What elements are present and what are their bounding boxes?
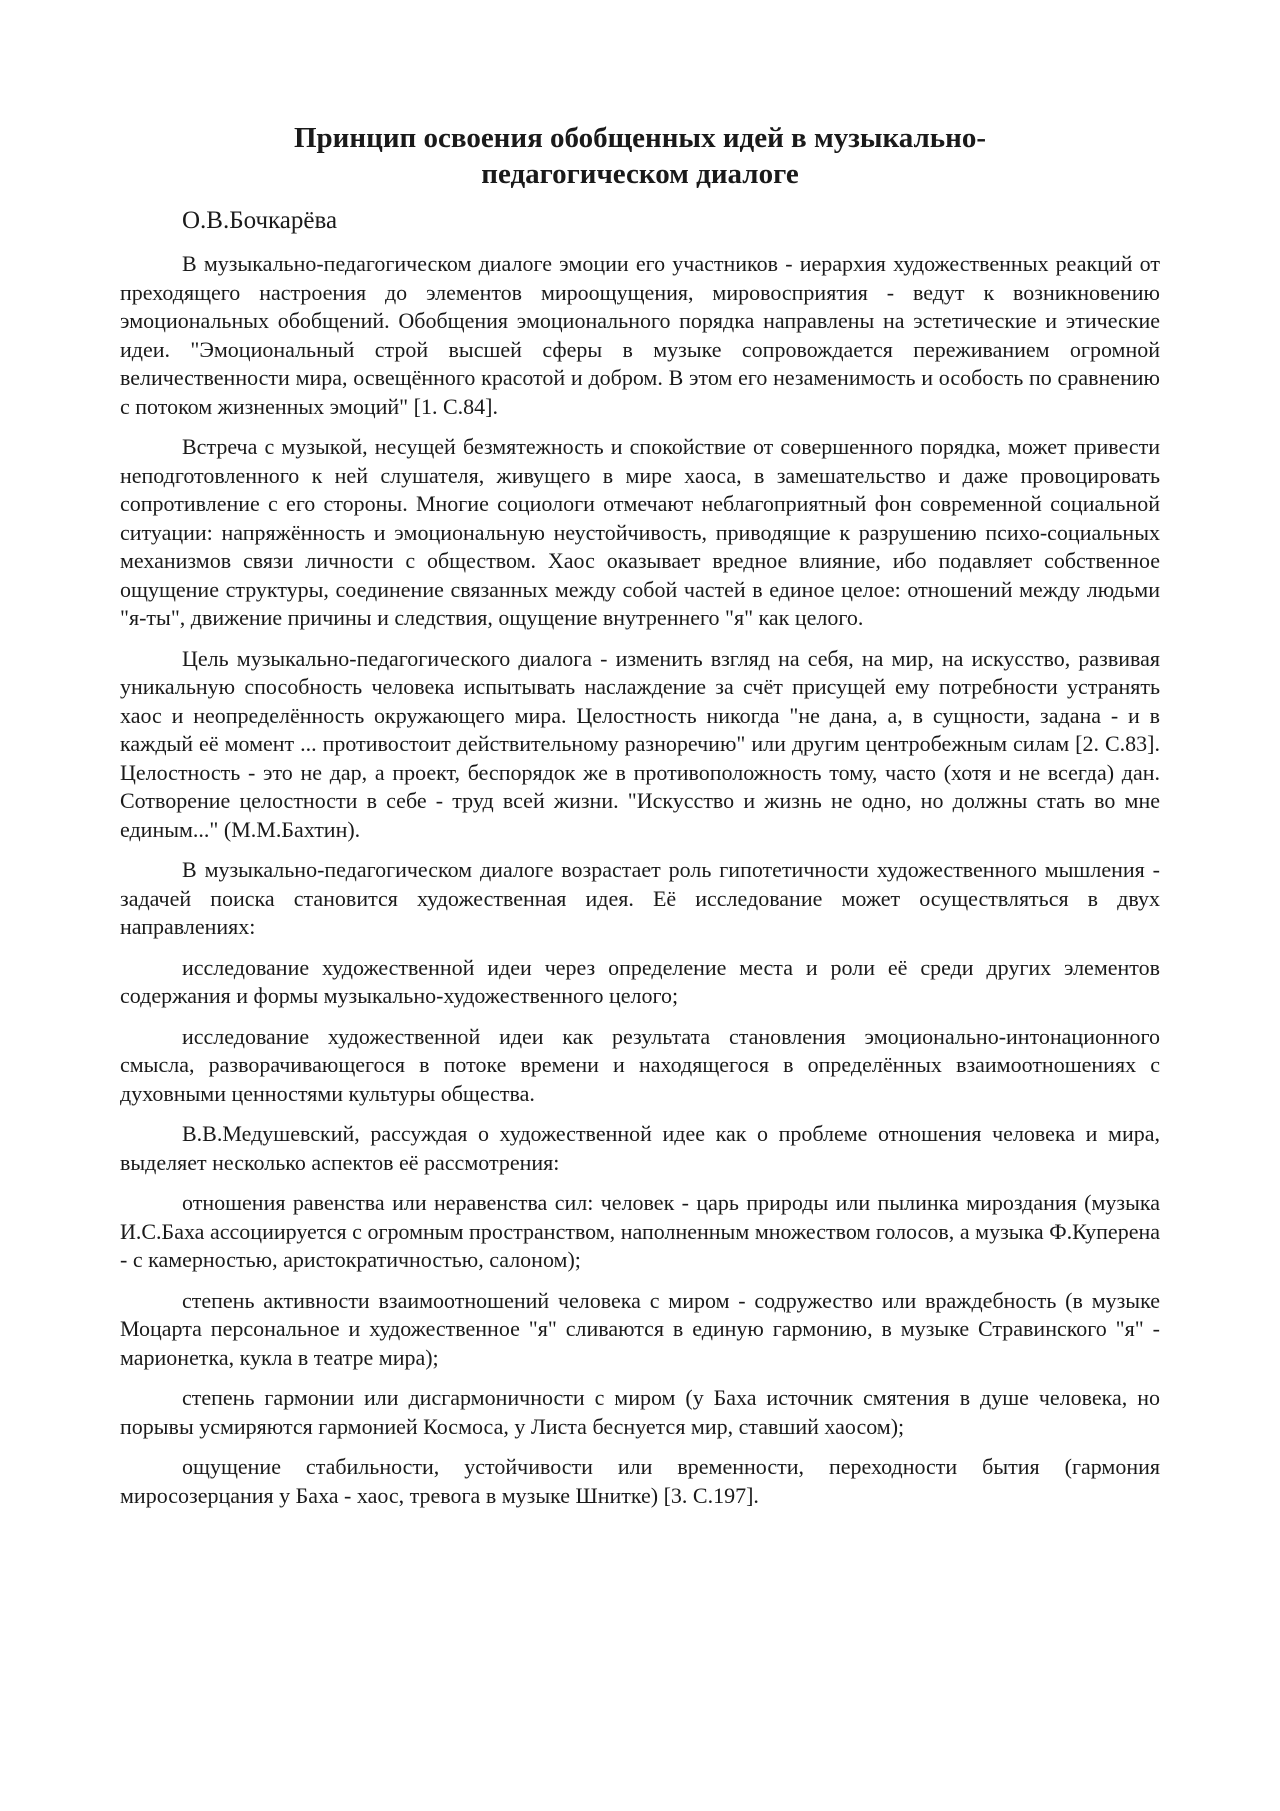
paragraph-8: отношения равенства или неравенства сил: человек - царь природы или пылинка мироздания (музыка И.С.Баха ассоциируется с огромным пространством, наполненным множеством голосов, а музыка Ф.Куперена - с камерностью, аристократичностью, салоном); xyxy=(120,1190,1160,1272)
document-page xyxy=(120,120,1160,1522)
paragraph-5: исследование художественной идеи через определение места и роли её среди других элементов содержания и формы музыкально-художественного целого; xyxy=(120,954,1160,1008)
paragraph-10: степень гармонии или дисгармоничности с миром (у Баха источник смятения в душе человека, но порывы усмиряются гармонией Космоса, у Листа беснуется мир, ставший хаосом); xyxy=(120,1385,1160,1439)
paragraph-9: степень активности взаимоотношений человека с миром - содружество или враждебность (в музыке Моцарта персональное и художественное "я" сливаются в единую гармонию, в музыке Стравинского "я" - марионетка, кукла в театре мира); xyxy=(120,1287,1160,1370)
paragraph-1: В музыкально-педагогическом диалоге эмоции его участников - иерархия художественных реакций от преходящего настроения до элементов мироощущения, мировосприятия - ведут к возникновению эмоциональных обобщений. Обобщения эмоционального порядка направлены на эстетические и этические идеи. "Эмоциональный строй высшей сферы в музыке сопровождается переживанием огромной величественности мира, освещённого красотой и добром. В этом его незаменимость и особость по сравнению с потоком жизненных эмоций" [1. С.84]. xyxy=(120,251,1160,419)
paragraph-7: В.В.Медушевский, рассуждая о художественной идее как о проблеме отношения человека и мира, выделяет несколько аспектов её рассмотрения: xyxy=(120,1121,1160,1175)
paragraph-4: В музыкально-педагогическом диалоге возрастает роль гипотетичности художественного мышления - задачей поиска становится художественная идея. Её исследование может осуществляться в двух направлениях: xyxy=(120,857,1160,939)
paragraph-11: ощущение стабильности, устойчивости или временности, переходности бытия (гармония миросозерцания у Баха - хаос, тревога в музыке Шнитке) [3. С.197]. xyxy=(120,1454,1160,1508)
document-author: О.В.Бочкарёва xyxy=(182,207,338,234)
paragraph-2: Встреча с музыкой, несущей безмятежность и спокойствие от совершенного порядка, может привести неподготовленного к ней слушателя, живущего в мире хаоса, в замешательство и даже провоцировать сопротивление с его стороны. Многие социологи отмечают неблагоприятный фон современной социальной ситуации: напряжённость и эмоциональную неустойчивость, приводящие к разрушению психо-социальных механизмов связи личности с обществом. Хаос оказывает вредное влияние, ибо подавляет собственное ощущение структуры, соединение связанных между собой частей в единое целое: отношений между людьми "я-ты", движение причины и следствия, ощущение внутреннего "я" как целого. xyxy=(120,434,1160,630)
paragraph-6: исследование художественной идеи как результата становления эмоционально-интонационного смысла, разворачивающегося в потоке времени и находящегося в определённых взаимоотношениях с духовными ценностями культуры общества. xyxy=(120,1023,1160,1106)
paragraph-3: Цель музыкально-педагогического диалога - изменить взгляд на себя, на мир, на искусство, развивая уникальную способность человека испытывать наслаждение за счёт присущей ему потребности устранять хаос и неопределённость окружающего мира. Целостность никогда "не дана, а, в сущности, задана - и в каждый её момент ... противостоит действительному разноречию" или другим центробежным силам [2. С.83]. Целостность - это не дар, а проект, беспорядок же в противоположность тому, часто (хотя и не всегда) дан. Сотворение целостности в себе - труд всей жизни. "Искусство и жизнь не одно, но должны стать во мне единым..." (М.М.Бахтин). xyxy=(120,645,1160,842)
document-title: Принцип освоения обобщенных идей в музыкально-педагогическом диалоге xyxy=(294,122,986,190)
